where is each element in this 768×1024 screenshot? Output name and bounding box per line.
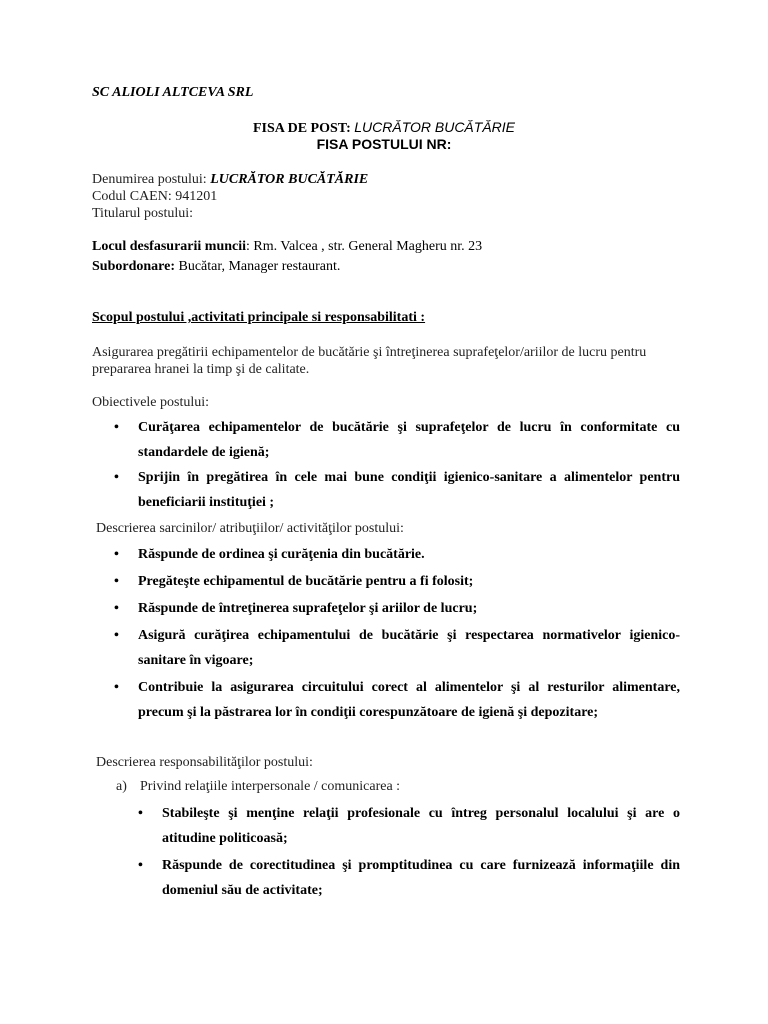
list-item: • Curăţarea echipamentelor de bucătărie şi suprafeţelor de lucru în conformitate cu standardele de igienă; xyxy=(92,415,680,465)
title-value: LUCRĂTOR BUCĂTĂRIE xyxy=(354,119,516,135)
title-label: FISA DE POST: xyxy=(252,121,351,136)
post-name-line xyxy=(92,171,368,188)
work-location-line xyxy=(92,238,482,255)
list-item: • Răspunde de întreţinerea suprafeţelor şi ariilor de lucru; xyxy=(92,596,680,621)
document-title xyxy=(0,119,768,137)
tasks-list xyxy=(92,542,680,725)
list-item: • Sprijin în pregătirea în cele mai bune condiţii igienico-sanitare a alimentelor pentru beneficiarii instituţiei ; xyxy=(92,465,680,515)
list-marker-a: a) xyxy=(116,779,127,794)
list-item: • Pregăteşte echipamentul de bucătărie pentru a fi folosit; xyxy=(92,569,680,594)
objectives-list xyxy=(92,415,680,515)
list-item: • Stabileşte şi menţine relaţii profesionale cu întreg personalul localului şi are o atitudine politicoasă; xyxy=(136,801,680,851)
subordination-value: Bucătar, Manager restaurant. xyxy=(174,259,341,274)
scope-text: Asigurarea pregătirii echipamentelor de bucătărie şi întreţinerea suprafeţelor/ariilor de lucru pentru prepararea hranei la timp şi de calitate. xyxy=(92,345,647,377)
scope-heading: Scopul postului ,activitati principale si responsabilitati : xyxy=(92,310,426,325)
subordination-label: Subordonare: xyxy=(92,259,175,274)
list-item: • Contribuie la asigurarea circuitului corect al alimentelor şi al resturilor alimentare, precum şi la păstrarea lor în condiţii corespunzătoare de igienă şi depozitare; xyxy=(92,675,680,725)
list-item: • Asigură curăţirea echipamentului de bucătărie şi respectarea normativelor igienico-sanitare în vigoare; xyxy=(92,623,680,673)
work-location-label: Locul desfasurarii muncii xyxy=(92,239,247,254)
document-subtitle: FISA POSTULUI NR: xyxy=(316,136,452,152)
work-location-value: : Rm. Valcea , str. General Magheru nr. 23 xyxy=(246,239,483,254)
responsibilities-a-label: Privind relaţiile interpersonale / comunicarea : xyxy=(140,779,401,794)
interpersonal-list xyxy=(136,801,680,903)
responsibilities-a-line xyxy=(116,778,400,795)
responsibilities-label: Descrierea responsabilităţilor postului: xyxy=(96,755,313,770)
post-name-label: Denumirea postului: xyxy=(92,172,207,187)
objectives-label: Obiectivele postului: xyxy=(92,395,210,410)
post-holder: Titularul postului: xyxy=(92,206,194,221)
post-name-value: LUCRĂTOR BUCĂTĂRIE xyxy=(210,172,369,187)
list-item: • Răspunde de corectitudinea şi promptitudinea cu care furnizează informaţiile din domeniul său de activitate; xyxy=(136,853,680,903)
caen-code: Codul CAEN: 941201 xyxy=(92,189,218,204)
tasks-label: Descrierea sarcinilor/ atribuţiilor/ activităţilor postului: xyxy=(96,521,404,536)
subordination-line xyxy=(92,258,340,275)
company-name: SC ALIOLI ALTCEVA SRL xyxy=(92,85,254,100)
list-item: • Răspunde de ordinea şi curăţenia din bucătărie. xyxy=(92,542,680,567)
